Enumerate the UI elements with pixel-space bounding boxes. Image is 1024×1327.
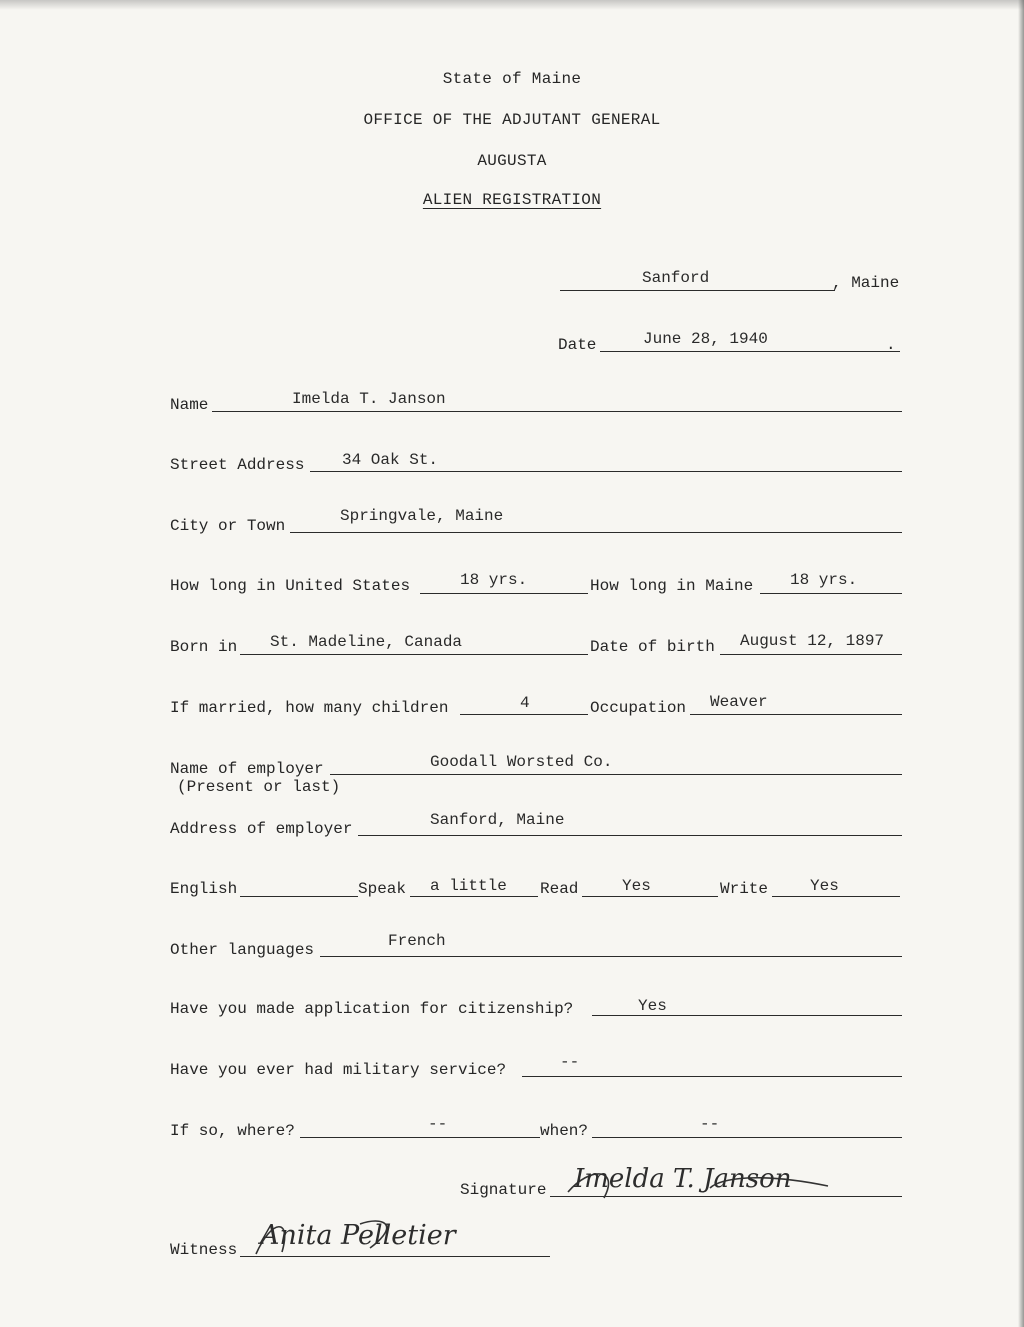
signature-handwriting	[560, 1158, 850, 1208]
place-line	[560, 290, 835, 291]
employer-value: Goodall Worsted Co.	[430, 753, 613, 771]
employer-line	[330, 774, 902, 775]
born-in-label: Born in	[170, 638, 238, 656]
english-line	[240, 896, 358, 897]
maine-years-value: 18 yrs.	[790, 571, 858, 589]
name-line	[212, 411, 902, 412]
employer-address-label: Address of employer	[170, 820, 353, 838]
children-line	[460, 714, 588, 715]
read-line	[582, 896, 718, 897]
children-value: 4	[520, 694, 530, 712]
other-languages-label: Other languages	[170, 941, 315, 959]
english-label: English	[170, 880, 238, 898]
name-label: Name	[170, 396, 209, 414]
employer-address-line	[358, 835, 902, 836]
street-value: 34 Oak St.	[342, 451, 439, 469]
children-label: If married, how many children	[170, 699, 449, 717]
header-city: AUGUSTA	[477, 152, 547, 170]
witness-handwriting	[252, 1214, 552, 1264]
military-label: Have you ever had military service?	[170, 1061, 507, 1079]
speak-line	[410, 896, 538, 897]
employer-label: Name of employer	[170, 760, 324, 778]
us-years-value: 18 yrs.	[460, 571, 528, 589]
birth-date-line	[720, 654, 902, 655]
header-state: State of Maine	[442, 70, 582, 88]
when-value: --	[700, 1115, 720, 1133]
when-label: when?	[540, 1122, 589, 1140]
read-label: Read	[540, 880, 579, 898]
place-town: Sanford	[642, 269, 710, 287]
signature-value: Imelda T. Janson	[574, 1164, 792, 1194]
name-value: Imelda T. Janson	[292, 390, 446, 408]
witness-value: Anita Pelletier	[260, 1220, 456, 1251]
street-label: Street Address	[170, 456, 305, 474]
signature-label: Signature	[460, 1181, 547, 1199]
born-in-value: St. Madeline, Canada	[270, 633, 463, 651]
header-office: OFFICE OF THE ADJUTANT GENERAL	[363, 111, 661, 129]
other-languages-value: French	[388, 932, 446, 950]
speak-value: a little	[430, 877, 507, 895]
write-line	[772, 896, 900, 897]
header-form-title: ALIEN REGISTRATION	[422, 191, 602, 209]
date-line	[600, 351, 900, 352]
write-label: Write	[720, 880, 769, 898]
city-value: Springvale, Maine	[340, 507, 504, 525]
street-line	[310, 471, 902, 472]
scan-edge-top	[0, 0, 1024, 10]
occupation-label: Occupation	[590, 699, 687, 717]
where-label: If so, where?	[170, 1122, 295, 1140]
date-label: Date	[558, 336, 597, 354]
other-languages-line	[320, 956, 902, 957]
speak-label: Speak	[358, 880, 407, 898]
where-line	[300, 1137, 540, 1138]
witness-label: Witness	[170, 1241, 238, 1259]
place-state-label: , Maine	[832, 274, 900, 292]
military-value: --	[560, 1053, 580, 1071]
read-value: Yes	[622, 877, 651, 895]
birth-date-value: August 12, 1897	[740, 632, 885, 650]
citizenship-value: Yes	[638, 997, 667, 1015]
maine-years-line	[760, 593, 902, 594]
when-line	[592, 1137, 902, 1138]
military-line	[522, 1076, 902, 1077]
born-in-line	[240, 654, 588, 655]
write-value: Yes	[810, 877, 839, 895]
occupation-line	[690, 714, 902, 715]
us-years-line	[420, 593, 588, 594]
city-label: City or Town	[170, 517, 286, 535]
birth-date-label: Date of birth	[590, 638, 715, 656]
maine-years-label: How long in Maine	[590, 577, 754, 595]
where-value: --	[428, 1115, 448, 1133]
occupation-value: Weaver	[710, 693, 768, 711]
us-years-label: How long in United States	[170, 577, 411, 595]
employer-sublabel: (Present or last)	[177, 778, 341, 796]
date-value: June 28, 1940	[643, 330, 768, 348]
employer-address-value: Sanford, Maine	[430, 811, 565, 829]
city-line	[290, 532, 902, 533]
citizenship-label: Have you made application for citizenship?	[170, 1000, 574, 1018]
date-period: .	[886, 336, 896, 354]
